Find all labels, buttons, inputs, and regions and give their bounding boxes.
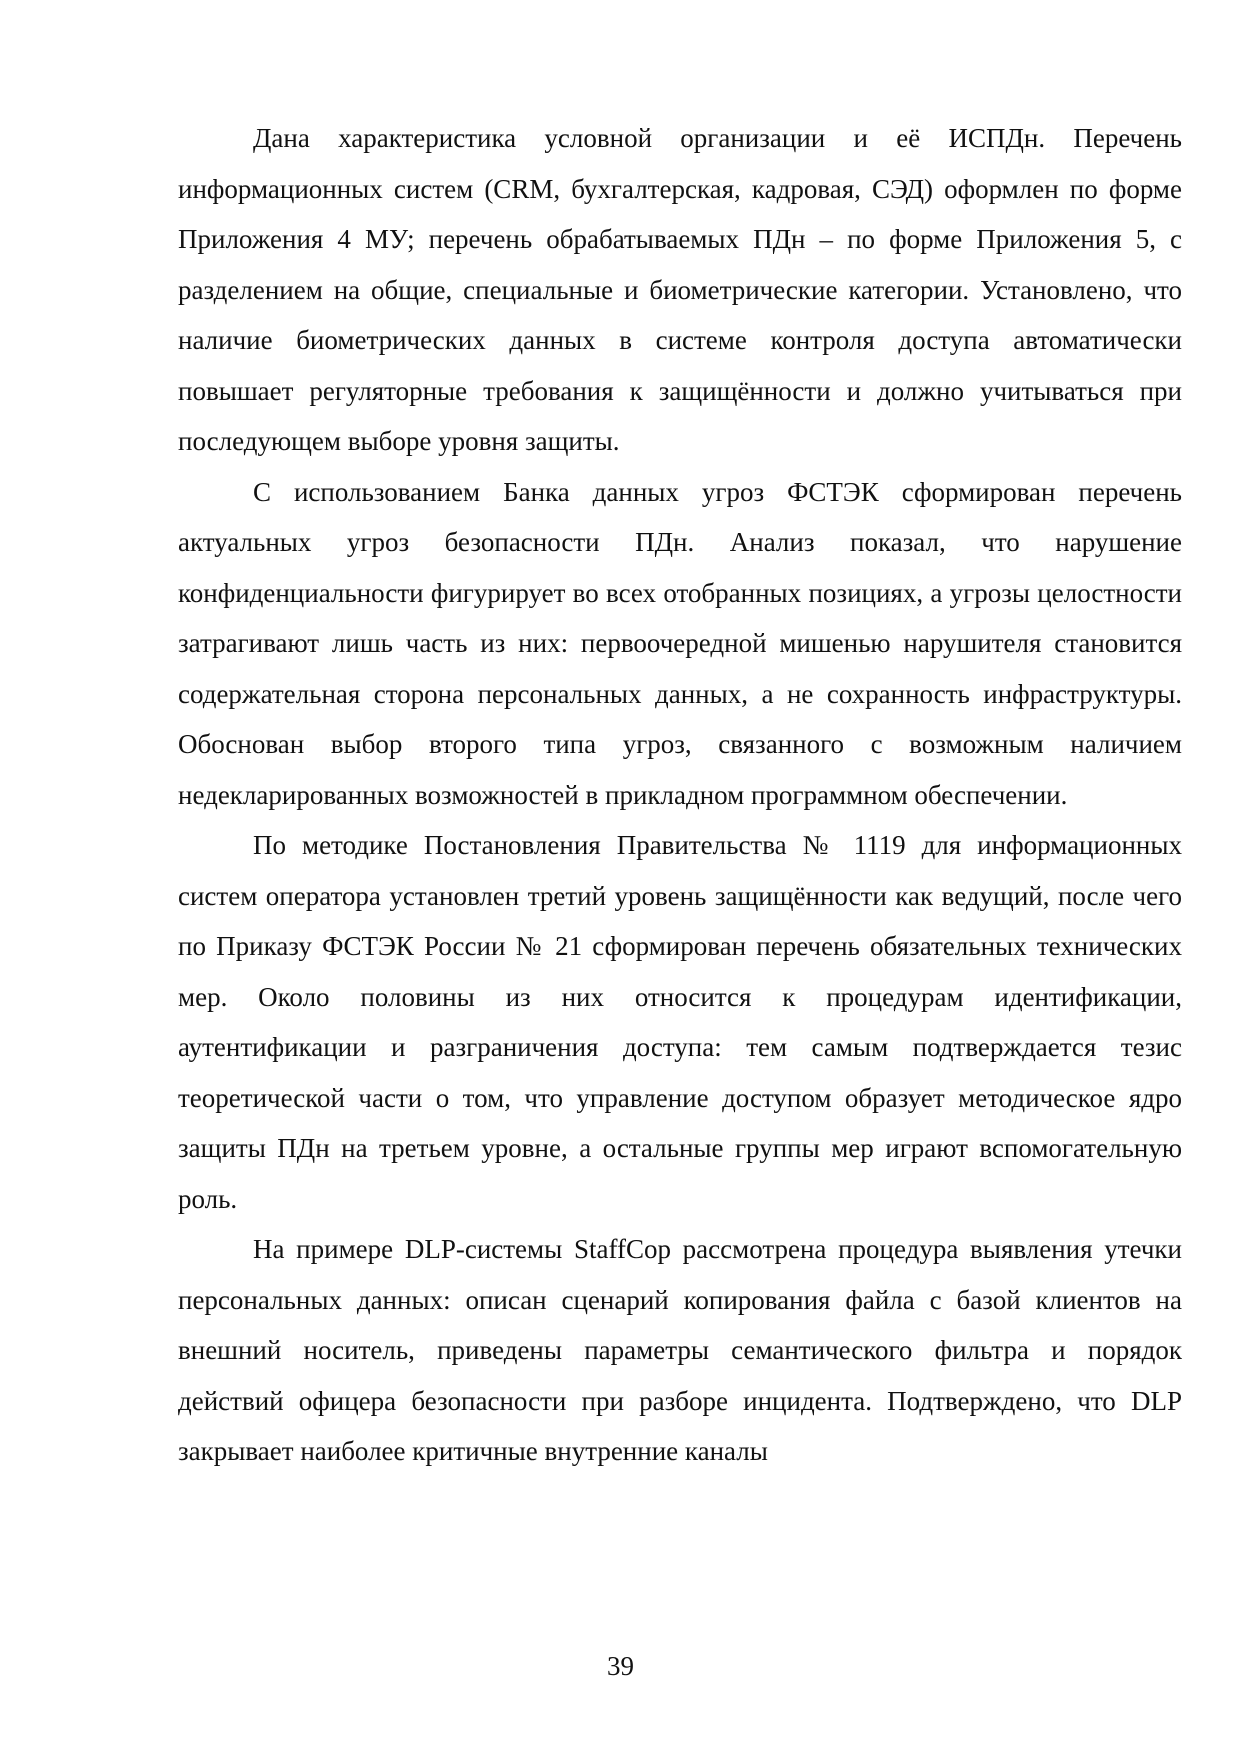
- paragraph-4: На примере DLP-системы StaffCop рассмотрена процедура выявления утечки персональных данных: описан сценарий копирования файла с базой клиентов на внешний носитель, приведены параметры семантического фильтра и порядок действий офицера безопасности при разборе инцидента. Подтверждено, что DLP закрывает наиболее критичные внутренние каналы: [178, 1234, 1182, 1466]
- page-number: 39: [607, 1651, 634, 1681]
- paragraph-3: По методике Постановления Правительства № 1119 для информационных систем оператора установлен третий уровень защищённости как ведущий, после чего по Приказу ФСТЭК России № 21 сформирован перечень обязательных технических мер. Около половины из них относится к процедурам идентификации, аутентификации и разграничения доступа: тем самым подтверждается тезис теоретической части о том, что управление доступом образует методическое ядро защиты ПДн на третьем уровне, а остальные группы мер играют вспомогательную роль.: [178, 830, 1182, 1214]
- body-text: [178, 113, 1182, 1477]
- paragraph-2: С использованием Банка данных угроз ФСТЭК сформирован перечень актуальных угроз безопасности ПДн. Анализ показал, что нарушение конфиденциальности фигурирует во всех отобранных позициях, а угрозы целостности затрагивают лишь часть из них: первоочередной мишенью нарушителя становится содержательная сторона персональных данных, а не сохранность инфраструктуры. Обоснован выбор второго типа угроз, связанного с возможным наличием недекларированных возможностей в прикладном программном обеспечении.: [178, 476, 1182, 810]
- paragraph-1: Дана характеристика условной организации и её ИСПДн. Перечень информационных систем (CRM, бухгалтерская, кадровая, СЭД) оформлен по форме Приложения 4 МУ; перечень обрабатываемых ПДн – по форме Приложения 5, с разделением на общие, специальные и биометрические категории. Установлено, что наличие биометрических данных в системе контроля доступа автоматически повышает регуляторные требования к защищённости и должно учитываться при последующем выборе уровня защиты.: [178, 123, 1182, 456]
